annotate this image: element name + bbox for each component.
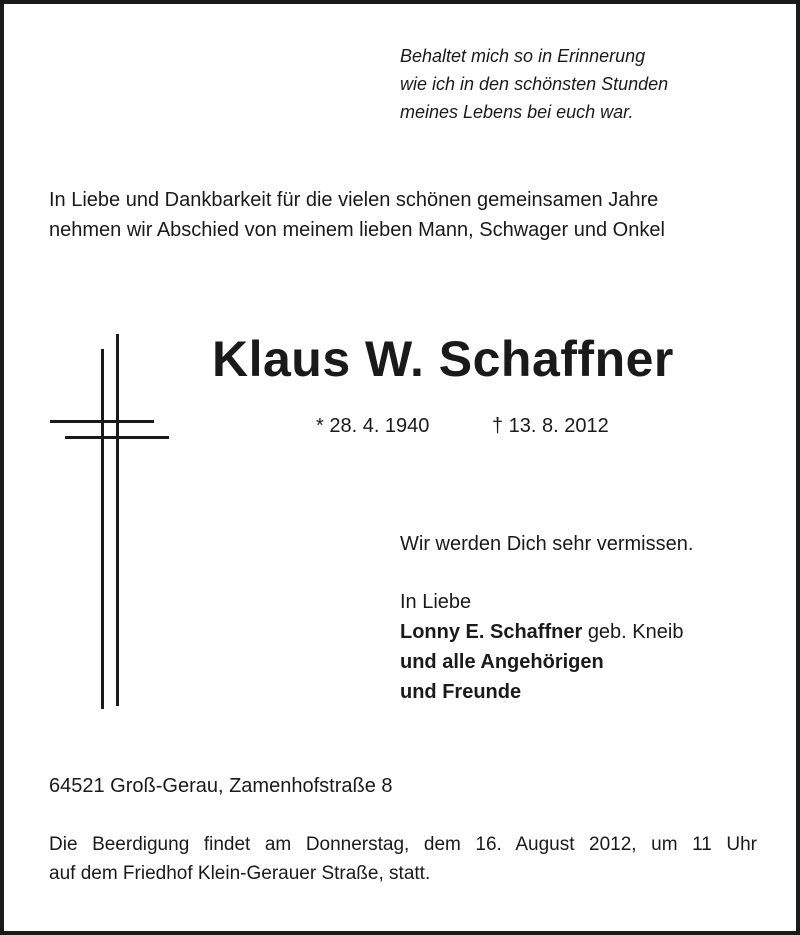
mourner-address: 64521 Groß-Gerau, Zamenhofstraße 8 xyxy=(49,775,393,797)
relatives-line: und alle Angehörigen xyxy=(400,651,604,673)
mourner-line xyxy=(400,617,693,647)
funeral-notice xyxy=(49,830,757,888)
birth-date: * 28. 4. 1940 xyxy=(316,415,430,437)
memorial-quote xyxy=(400,42,668,126)
death-date: † 13. 8. 2012 xyxy=(492,415,609,437)
deceased-name: Klaus W. Schaffner xyxy=(212,331,674,387)
mourner-name: Lonny E. Schaffner xyxy=(400,621,583,643)
intro-line: nehmen wir Abschied von meinem lieben Mann, Schwager und Onkel xyxy=(49,219,665,241)
quote-line: wie ich in den schönsten Stunden xyxy=(400,74,669,94)
intro-text xyxy=(49,185,665,245)
quote-line: Behaltet mich so in Erinnerung xyxy=(400,46,646,66)
quote-line: meines Lebens bei euch war. xyxy=(400,102,634,122)
double-cross-icon xyxy=(44,329,184,719)
intro-line: In Liebe und Dankbarkeit für die vielen schönen gemeinsamen Jahre xyxy=(49,189,659,211)
funeral-line: auf dem Friedhof Klein-Gerauer Straße, statt. xyxy=(49,863,431,884)
mourner-maiden-name: geb. Kneib xyxy=(587,621,684,643)
greeting: In Liebe xyxy=(400,591,472,613)
funeral-line: Die Beerdigung findet am Donnerstag, dem 16. August 2012, um 11 Uhr xyxy=(49,834,757,855)
farewell-message: Wir werden Dich sehr vermissen. xyxy=(400,533,694,555)
friends-line: und Freunde xyxy=(400,681,522,703)
spacer xyxy=(400,559,693,587)
signoff-block xyxy=(400,529,693,707)
